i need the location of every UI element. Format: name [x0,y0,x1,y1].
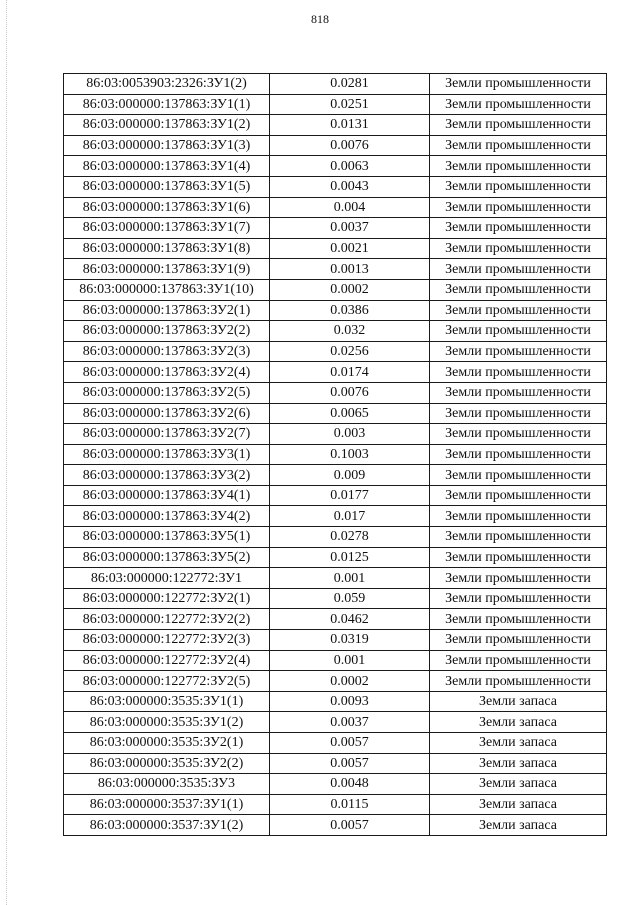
area-cell: 0.0057 [270,753,430,774]
area-cell: 0.0125 [270,547,430,568]
area-cell: 0.017 [270,506,430,527]
land-category-cell: Земли промышленности [430,218,607,239]
area-cell: 0.0462 [270,609,430,630]
table-row [64,527,607,548]
land-category-cell: Земли промышленности [430,135,607,156]
land-category-cell: Земли промышленности [430,156,607,177]
cadastral-number-cell: 86:03:0053903:2326:ЗУ1(2) [64,74,270,95]
area-cell: 0.0076 [270,135,430,156]
land-category-cell: Земли запаса [430,753,607,774]
land-category-cell: Земли запаса [430,712,607,733]
area-cell: 0.1003 [270,444,430,465]
land-category-cell: Земли промышленности [430,300,607,321]
land-category-cell: Земли промышленности [430,444,607,465]
cadastral-number-cell: 86:03:000000:3535:ЗУ2(1) [64,733,270,754]
land-category-cell: Земли запаса [430,733,607,754]
cadastral-number-cell: 86:03:000000:137863:ЗУ3(2) [64,465,270,486]
table-row [64,588,607,609]
area-cell: 0.0076 [270,382,430,403]
area-cell: 0.001 [270,650,430,671]
area-cell: 0.0251 [270,94,430,115]
land-category-cell: Земли промышленности [430,506,607,527]
cadastral-number-cell: 86:03:000000:137863:ЗУ2(7) [64,424,270,445]
table-row [64,424,607,445]
land-category-cell: Земли промышленности [430,650,607,671]
cadastral-number-cell: 86:03:000000:3535:ЗУ3 [64,774,270,795]
land-category-cell: Земли запаса [430,774,607,795]
cadastral-number-cell: 86:03:000000:137863:ЗУ3(1) [64,444,270,465]
cadastral-number-cell: 86:03:000000:137863:ЗУ2(2) [64,321,270,342]
area-cell: 0.0065 [270,403,430,424]
land-category-cell: Земли промышленности [430,74,607,95]
table-row [64,279,607,300]
table-row [64,135,607,156]
cadastral-number-cell: 86:03:000000:137863:ЗУ1(5) [64,176,270,197]
land-category-cell: Земли промышленности [430,341,607,362]
area-cell: 0.0002 [270,671,430,692]
table-row [64,630,607,651]
area-cell: 0.009 [270,465,430,486]
cadastral-number-cell: 86:03:000000:137863:ЗУ5(2) [64,547,270,568]
cadastral-number-cell: 86:03:000000:137863:ЗУ2(5) [64,382,270,403]
cadastral-number-cell: 86:03:000000:137863:ЗУ1(10) [64,279,270,300]
table-row [64,506,607,527]
table-row [64,733,607,754]
land-category-cell: Земли промышленности [430,527,607,548]
table-row [64,321,607,342]
land-category-cell: Земли промышленности [430,115,607,136]
area-cell: 0.0063 [270,156,430,177]
cadastral-number-cell: 86:03:000000:137863:ЗУ1(4) [64,156,270,177]
land-category-cell: Земли промышленности [430,403,607,424]
cadastral-number-cell: 86:03:000000:137863:ЗУ1(9) [64,259,270,280]
land-category-cell: Земли промышленности [430,94,607,115]
table-row [64,238,607,259]
land-category-cell: Земли промышленности [430,176,607,197]
table-row [64,568,607,589]
cadastral-number-cell: 86:03:000000:137863:ЗУ2(1) [64,300,270,321]
cadastral-number-cell: 86:03:000000:122772:ЗУ2(1) [64,588,270,609]
land-category-cell: Земли запаса [430,794,607,815]
area-cell: 0.0319 [270,630,430,651]
land-category-cell: Земли промышленности [430,362,607,383]
area-cell: 0.0174 [270,362,430,383]
land-category-cell: Земли промышленности [430,671,607,692]
land-category-cell: Земли запаса [430,691,607,712]
cadastral-number-cell: 86:03:000000:122772:ЗУ2(3) [64,630,270,651]
table-row [64,362,607,383]
land-category-cell: Земли промышленности [430,568,607,589]
table-row [64,444,607,465]
land-category-cell: Земли промышленности [430,238,607,259]
area-cell: 0.0037 [270,218,430,239]
land-category-cell: Земли промышленности [430,465,607,486]
cadastral-number-cell: 86:03:000000:137863:ЗУ5(1) [64,527,270,548]
area-cell: 0.001 [270,568,430,589]
table-row [64,712,607,733]
table-row [64,176,607,197]
cadastral-number-cell: 86:03:000000:137863:ЗУ2(6) [64,403,270,424]
area-cell: 0.059 [270,588,430,609]
table-row [64,650,607,671]
area-cell: 0.0013 [270,259,430,280]
parcel-table-body [64,74,607,836]
table-row [64,218,607,239]
cadastral-number-cell: 86:03:000000:137863:ЗУ4(1) [64,485,270,506]
land-category-cell: Земли промышленности [430,197,607,218]
land-category-cell: Земли промышленности [430,588,607,609]
cadastral-number-cell: 86:03:000000:122772:ЗУ2(4) [64,650,270,671]
cadastral-number-cell: 86:03:000000:137863:ЗУ1(3) [64,135,270,156]
area-cell: 0.0048 [270,774,430,795]
table-row [64,485,607,506]
land-category-cell: Земли промышленности [430,609,607,630]
area-cell: 0.032 [270,321,430,342]
land-category-cell: Земли промышленности [430,424,607,445]
cadastral-number-cell: 86:03:000000:122772:ЗУ2(5) [64,671,270,692]
table-row [64,403,607,424]
table-row [64,547,607,568]
area-cell: 0.0002 [270,279,430,300]
area-cell: 0.0386 [270,300,430,321]
parcel-table [63,73,607,836]
table-row [64,465,607,486]
table-row [64,794,607,815]
area-cell: 0.0278 [270,527,430,548]
area-cell: 0.0131 [270,115,430,136]
cadastral-number-cell: 86:03:000000:137863:ЗУ2(4) [64,362,270,383]
table-row [64,815,607,836]
table-row [64,691,607,712]
land-category-cell: Земли промышленности [430,547,607,568]
area-cell: 0.0177 [270,485,430,506]
table-row [64,259,607,280]
area-cell: 0.0043 [270,176,430,197]
cadastral-number-cell: 86:03:000000:137863:ЗУ1(8) [64,238,270,259]
table-row [64,74,607,95]
table-row [64,382,607,403]
cadastral-number-cell: 86:03:000000:3535:ЗУ1(2) [64,712,270,733]
page-number: 818 [311,12,329,26]
land-category-cell: Земли промышленности [430,321,607,342]
cadastral-number-cell: 86:03:000000:137863:ЗУ2(3) [64,341,270,362]
cadastral-number-cell: 86:03:000000:137863:ЗУ1(6) [64,197,270,218]
land-category-cell: Земли промышленности [430,485,607,506]
area-cell: 0.003 [270,424,430,445]
cadastral-number-cell: 86:03:000000:3535:ЗУ1(1) [64,691,270,712]
area-cell: 0.0037 [270,712,430,733]
area-cell: 0.0057 [270,733,430,754]
table-row [64,115,607,136]
area-cell: 0.004 [270,197,430,218]
cadastral-number-cell: 86:03:000000:137863:ЗУ1(7) [64,218,270,239]
table-row [64,197,607,218]
table-row [64,300,607,321]
table-row [64,609,607,630]
land-category-cell: Земли промышленности [430,382,607,403]
page-edge-line [6,0,7,905]
cadastral-number-cell: 86:03:000000:122772:ЗУ2(2) [64,609,270,630]
area-cell: 0.0021 [270,238,430,259]
table-row [64,341,607,362]
area-cell: 0.0057 [270,815,430,836]
land-category-cell: Земли промышленности [430,630,607,651]
cadastral-number-cell: 86:03:000000:122772:ЗУ1 [64,568,270,589]
area-cell: 0.0281 [270,74,430,95]
cadastral-number-cell: 86:03:000000:3537:ЗУ1(2) [64,815,270,836]
land-category-cell: Земли промышленности [430,279,607,300]
area-cell: 0.0115 [270,794,430,815]
area-cell: 0.0093 [270,691,430,712]
table-row [64,753,607,774]
table-row [64,671,607,692]
table-row [64,156,607,177]
cadastral-number-cell: 86:03:000000:137863:ЗУ1(1) [64,94,270,115]
table-row [64,94,607,115]
land-category-cell: Земли запаса [430,815,607,836]
cadastral-number-cell: 86:03:000000:137863:ЗУ4(2) [64,506,270,527]
table-row [64,774,607,795]
cadastral-number-cell: 86:03:000000:137863:ЗУ1(2) [64,115,270,136]
area-cell: 0.0256 [270,341,430,362]
cadastral-number-cell: 86:03:000000:3535:ЗУ2(2) [64,753,270,774]
cadastral-number-cell: 86:03:000000:3537:ЗУ1(1) [64,794,270,815]
land-category-cell: Земли промышленности [430,259,607,280]
